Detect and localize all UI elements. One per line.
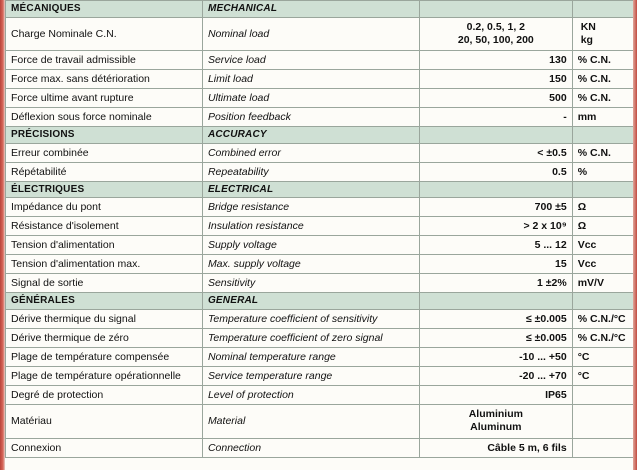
section-title-en: MECHANICAL (202, 1, 419, 18)
row-label-en: Combined error (202, 143, 419, 162)
row-label-en: Ultimate load (202, 88, 419, 107)
section-header-general (6, 293, 634, 310)
row-unit: % C.N./°C (572, 309, 633, 328)
row-unit: % C.N. (572, 69, 633, 88)
row-label-fr: Impédance du pont (6, 198, 203, 217)
page-edge-left (0, 0, 5, 470)
row-label-fr: Force ultime avant rupture (6, 88, 203, 107)
specification-table (5, 0, 634, 458)
table-row (6, 329, 634, 348)
row-label-en: Sensitivity (202, 274, 419, 293)
section-title-en: ELECTRICAL (202, 181, 419, 198)
row-value: ≤ ±0.005 (419, 309, 572, 328)
section-header-value-spacer (419, 293, 572, 310)
row-unit: % C.N. (572, 88, 633, 107)
row-value: -20 ... +70 (419, 367, 572, 386)
row-value: 700 ±5 (419, 198, 572, 217)
section-header-unit-spacer (572, 1, 633, 18)
table-row (6, 107, 634, 126)
row-unit: Vcc (572, 236, 633, 255)
row-unit: mm (572, 107, 633, 126)
section-title-fr: GÉNÉRALES (6, 293, 203, 310)
row-unit: % C.N. (572, 50, 633, 69)
row-label-en: Limit load (202, 69, 419, 88)
row-value: - (419, 107, 572, 126)
row-value: < ±0.5 (419, 143, 572, 162)
table-row (6, 348, 634, 367)
table-row (6, 309, 634, 328)
row-value (419, 17, 572, 50)
row-label-en: Max. supply voltage (202, 255, 419, 274)
row-label-fr: Charge Nominale C.N. (6, 17, 203, 50)
row-unit: Ω (572, 198, 633, 217)
row-unit-line2: kg (580, 33, 593, 46)
section-title-fr: PRÉCISIONS (6, 127, 203, 144)
row-value: Câble 5 m, 6 fils (419, 438, 572, 457)
table-row (6, 405, 634, 438)
row-label-en: Material (202, 405, 419, 438)
row-label-en: Nominal temperature range (202, 348, 419, 367)
row-value: 500 (419, 88, 572, 107)
table-row (6, 438, 634, 457)
row-label-fr: Erreur combinée (6, 143, 203, 162)
row-label-fr: Degré de protection (6, 386, 203, 405)
row-label-fr: Tension d'alimentation (6, 236, 203, 255)
row-unit-line1: KN (580, 20, 596, 33)
row-unit: Vcc (572, 255, 633, 274)
row-unit (572, 438, 633, 457)
section-header-value-spacer (419, 181, 572, 198)
section-header-value-spacer (419, 127, 572, 144)
row-label-fr: Signal de sortie (6, 274, 203, 293)
row-value: 150 (419, 69, 572, 88)
row-label-en: Insulation resistance (202, 217, 419, 236)
row-value: > 2 x 10⁹ (419, 217, 572, 236)
row-unit (572, 405, 633, 438)
row-label-en: Nominal load (202, 17, 419, 50)
row-value: 0.5 (419, 162, 572, 181)
row-label-fr: Matériau (6, 405, 203, 438)
row-value: 15 (419, 255, 572, 274)
table-row (6, 17, 634, 50)
row-label-fr: Dérive thermique de zéro (6, 329, 203, 348)
section-header-unit-spacer (572, 127, 633, 144)
row-value (419, 405, 572, 438)
row-unit: mV/V (572, 274, 633, 293)
row-label-fr: Plage de température opérationnelle (6, 367, 203, 386)
table-row (6, 69, 634, 88)
section-header-unit-spacer (572, 293, 633, 310)
row-label-fr: Dérive thermique du signal (6, 309, 203, 328)
row-label-en: Repeatability (202, 162, 419, 181)
table-row (6, 162, 634, 181)
table-row (6, 50, 634, 69)
row-value: 5 ... 12 (419, 236, 572, 255)
row-value: ≤ ±0.005 (419, 329, 572, 348)
row-unit (572, 17, 633, 50)
row-label-fr: Connexion (6, 438, 203, 457)
row-label-en: Level of protection (202, 386, 419, 405)
row-value-line2: Aluminum (470, 421, 522, 434)
row-unit: % C.N./°C (572, 329, 633, 348)
row-unit: °C (572, 367, 633, 386)
section-header-mechanical (6, 1, 634, 18)
row-label-en: Connection (202, 438, 419, 457)
row-value-line2: 20, 50, 100, 200 (457, 33, 534, 46)
row-label-fr: Force max. sans détérioration (6, 69, 203, 88)
row-value-line1: Aluminium (468, 408, 523, 421)
row-label-fr: Répétabilité (6, 162, 203, 181)
table-row (6, 274, 634, 293)
table-row (6, 143, 634, 162)
row-unit: % (572, 162, 633, 181)
row-label-en: Temperature coefficient of sensitivity (202, 309, 419, 328)
table-row (6, 367, 634, 386)
row-label-en: Service temperature range (202, 367, 419, 386)
section-header-unit-spacer (572, 181, 633, 198)
row-unit: % C.N. (572, 143, 633, 162)
page-edge-right (633, 0, 637, 470)
table-row (6, 236, 634, 255)
table-row (6, 198, 634, 217)
row-label-fr: Force de travail admissible (6, 50, 203, 69)
row-label-en: Supply voltage (202, 236, 419, 255)
section-title-fr: ÉLECTRIQUES (6, 181, 203, 198)
row-label-en: Bridge resistance (202, 198, 419, 217)
row-value: 130 (419, 50, 572, 69)
row-label-fr: Déflexion sous force nominale (6, 107, 203, 126)
table-row (6, 88, 634, 107)
row-value: 1 ±2% (419, 274, 572, 293)
row-value-line1: 0.2, 0.5, 1, 2 (466, 20, 526, 33)
section-title-fr: MÉCANIQUES (6, 1, 203, 18)
section-header-electrical (6, 181, 634, 198)
table-row (6, 217, 634, 236)
row-unit (572, 386, 633, 405)
section-header-value-spacer (419, 1, 572, 18)
row-label-fr: Résistance d'isolement (6, 217, 203, 236)
row-value: -10 ... +50 (419, 348, 572, 367)
section-header-accuracy (6, 127, 634, 144)
row-label-en: Service load (202, 50, 419, 69)
row-unit: °C (572, 348, 633, 367)
section-title-en: ACCURACY (202, 127, 419, 144)
row-unit: Ω (572, 217, 633, 236)
row-label-en: Position feedback (202, 107, 419, 126)
row-value: IP65 (419, 386, 572, 405)
section-title-en: GENERAL (202, 293, 419, 310)
table-row (6, 386, 634, 405)
row-label-fr: Plage de température compensée (6, 348, 203, 367)
row-label-en: Temperature coefficient of zero signal (202, 329, 419, 348)
row-label-fr: Tension d'alimentation max. (6, 255, 203, 274)
table-row (6, 255, 634, 274)
